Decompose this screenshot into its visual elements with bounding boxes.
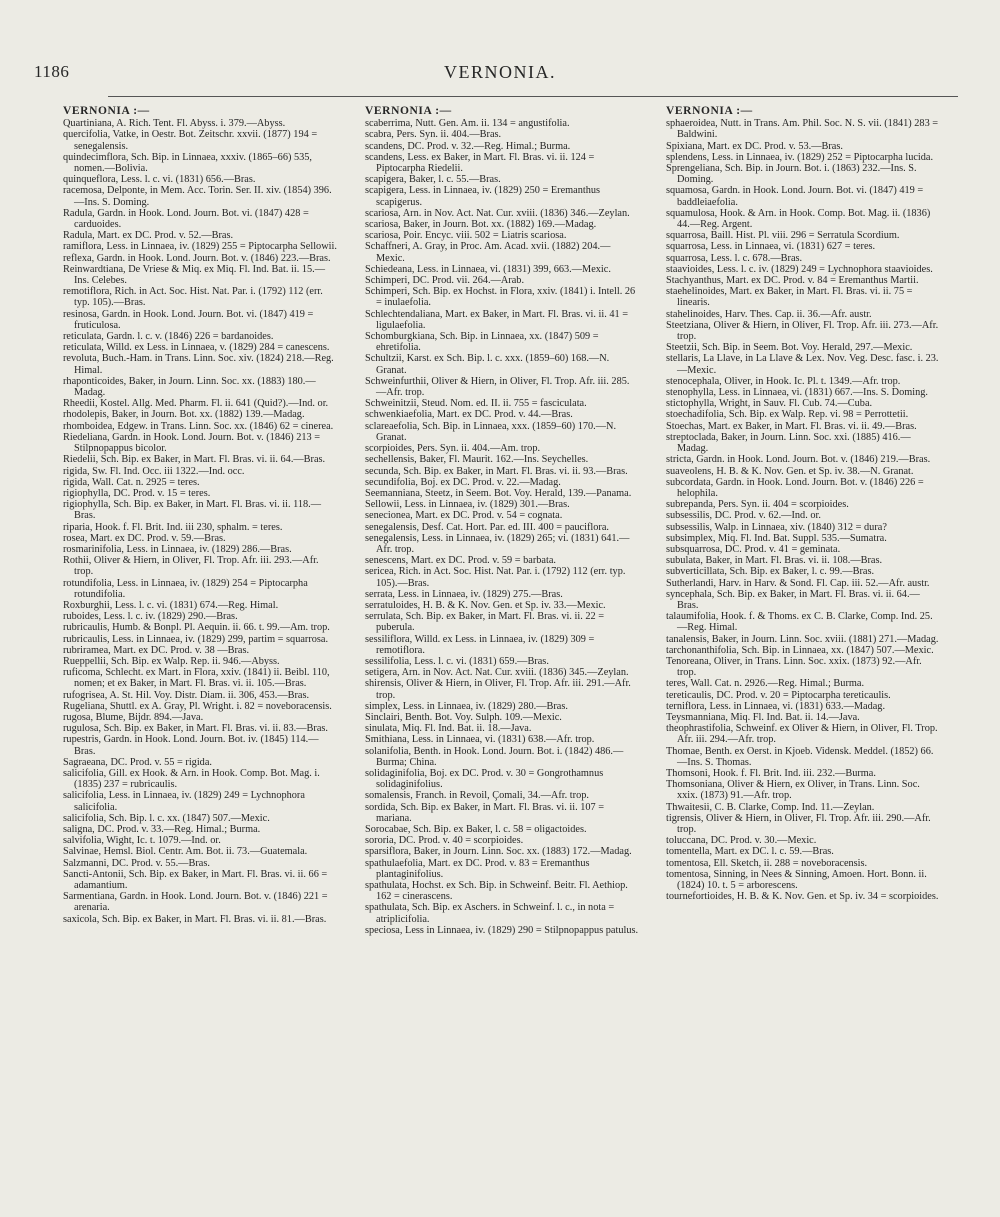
column-heading: VERNONIA :— bbox=[365, 105, 452, 117]
index-entry: remotiflora, Rich. in Act. Soc. Hist. Nat. Par. i. (1792) 112 (err. typ. 105).—Bras. bbox=[63, 286, 323, 309]
index-entry: Sarmentiana, Gardn. in Hook. Lond. Journ. Bot. v. (1846) 221 = arenaria. bbox=[63, 891, 328, 914]
index-entry: Tenoreana, Oliver, in Trans. Linn. Soc. xxix. (1873) 92.—Afr. trop. bbox=[666, 655, 922, 679]
page-header bbox=[34, 62, 966, 92]
index-entry: Salvinae, Hemsl. Biol. Centr. Am. Bot. ii. 73.—Guatemala. bbox=[63, 846, 308, 858]
index-entry: saligna, DC. Prod. v. 33.—Reg. Himal.; Burma. bbox=[63, 824, 261, 835]
index-entry: Sutherlandi, Harv. in Harv. & Sond. Fl. Cap. iii. 52.—Afr. austr. bbox=[666, 577, 930, 589]
index-entry: revoluta, Buch.-Ham. in Trans. Linn. Soc. xiv. (1824) 218.—Reg. Himal. bbox=[63, 353, 334, 376]
index-entry: Radula, Mart. ex DC. Prod. v. 52.—Bras. bbox=[63, 230, 234, 242]
index-entry: senecionea, Mart. ex DC. Prod. v. 54 = cognata. bbox=[365, 510, 563, 522]
index-entry: stellaris, La Llave, in La Llave & Lex. Nov. Veg. Desc. fasc. i. 23.—Mexic. bbox=[666, 353, 939, 376]
index-entry: rigiophylla, DC. Prod. v. 15 = teres. bbox=[63, 487, 211, 499]
index-entry: salicifolia, Gill. ex Hook. & Arn. in Hook. Comp. Bot. Mag. i. (1835) 237 = rubricaulis. bbox=[63, 767, 320, 791]
index-entry: subrepanda, Pers. Syn. ii. 404 = scorpioides. bbox=[666, 499, 849, 511]
index-entry: Quartiniana, A. Rich. Tent. Fl. Abyss. i. 379.—Abyss. bbox=[63, 118, 286, 130]
index-entry: stricta, Gardn. in Hook. Lond. Journ. Bot. v. (1846) 219.—Bras. bbox=[666, 454, 931, 466]
index-entry: Sinclairi, Benth. Bot. Voy. Sulph. 109.—Mexic. bbox=[365, 711, 562, 723]
column-3 bbox=[666, 104, 940, 1204]
index-entry: stictophylla, Wright, in Sauv. Fl. Cub. 74.—Cuba. bbox=[666, 398, 873, 410]
index-entry: reticulata, Gardn. l. c. v. (1846) 226 = bardanoides. bbox=[63, 331, 274, 343]
index-entry: resinosa, Gardn. in Hook. Lond. Journ. Bot. vi. (1847) 419 = fruticulosa. bbox=[63, 308, 314, 331]
index-entry: subsquarrosa, DC. Prod. v. 41 = geminata. bbox=[666, 543, 841, 555]
index-entry: Stachyanthus, Mart. ex DC. Prod. v. 84 = Eremanthus Martii. bbox=[666, 275, 919, 287]
index-entry: scariosa, Arn. in Nov. Act. Nat. Cur. xviii. (1836) 346.—Zeylan. bbox=[365, 207, 630, 219]
index-entry: salvifolia, Wight, Ic. t. 1079.—Ind. or. bbox=[63, 835, 221, 847]
index-entry: rugulosa, Sch. Bip. ex Baker, in Mart. Fl. Bras. vi. ii. 83.—Bras. bbox=[63, 723, 328, 735]
index-entry: squamosa, Gardn. in Hook. Lond. Journ. Bot. vi. (1847) 419 = baddleiaefolia. bbox=[666, 185, 924, 208]
index-entry: Schaffneri, A. Gray, in Proc. Am. Acad. xvii. (1882) 204.—Mexic. bbox=[365, 241, 611, 264]
index-entry: squamulosa, Hook. & Arn. in Hook. Comp. Bot. Mag. ii. (1836) 44.—Reg. Argent. bbox=[666, 207, 931, 231]
index-entry: Thomsoniana, Oliver & Hiern, ex Oliver, in Trans. Linn. Soc. xxix. (1873) 91.—Afr. trop. bbox=[666, 779, 920, 802]
index-entry: Schomburgkiana, Sch. Bip. in Linnaea, xx. (1847) 509 = ehretifolia. bbox=[365, 331, 599, 354]
index-entry: rigida, Sw. Fl. Ind. Occ. iii 1322.—Ind. occ. bbox=[63, 465, 245, 477]
index-entry: staavioides, Less. l. c. iv. (1829) 249 = Lychnophora staavioides. bbox=[666, 263, 933, 275]
index-entry: rhaponticoides, Baker, in Journ. Linn. Soc. xx. (1883) 180.—Madag. bbox=[63, 375, 316, 399]
index-entry: sphaeroidea, Nutt. in Trans. Am. Phil. Soc. N. S. vii. (1841) 283 = Baldwini. bbox=[666, 118, 939, 141]
index-entry: Steetzii, Sch. Bip. in Seem. Bot. Voy. Herald, 297.—Mexic. bbox=[666, 342, 913, 354]
index-entry: Stoechas, Mart. ex Baker, in Mart. Fl. Bras. vi. ii. 49.—Bras. bbox=[666, 420, 917, 432]
index-entry: sessilifolia, Less. l. c. vi. (1831) 659.—Bras. bbox=[365, 655, 549, 667]
index-entry: Sagraeana, DC. Prod. v. 55 = rigida. bbox=[63, 756, 212, 768]
index-entry: Riedelii, Sch. Bip. ex Baker, in Mart. Fl. Bras. vi. ii. 64.—Bras. bbox=[63, 454, 326, 466]
index-entry: tomentosa, Sinning, in Nees & Sinning, Amoen. Hort. Bonn. ii. (1824) 10. t. 5 = arborescens. bbox=[666, 868, 927, 892]
index-entry: tomentosa, Ell. Sketch, ii. 288 = noveboracensis. bbox=[666, 857, 868, 869]
index-entry: syncephala, Sch. Bip. ex Baker, in Mart. Fl. Bras. vi. ii. 64.—Bras. bbox=[666, 588, 920, 611]
index-entry: Sellowii, Less. in Linnaea, iv. (1829) 301.—Bras. bbox=[365, 499, 570, 511]
index-entry: scorpioides, Pers. Syn. ii. 404.—Am. trop. bbox=[365, 443, 541, 455]
column-heading: VERNONIA :— bbox=[666, 105, 753, 117]
index-entry: Smithiana, Less. in Linnaea, vi. (1831) 638.—Afr. trop. bbox=[365, 734, 595, 746]
index-entry: rugosa, Blume, Bijdr. 894.—Java. bbox=[63, 711, 204, 723]
index-entry: Schultzii, Karst. ex Sch. Bip. l. c. xxx. (1859–60) 168.—N. Granat. bbox=[365, 353, 610, 376]
index-entry: sericea, Rich. in Act. Soc. Hist. Nat. Par. i. (1792) 112 (err. typ. 105).—Bras. bbox=[365, 566, 626, 589]
index-entry: senegalensis, Less. in Linnaea, iv. (1829) 265; vi. (1831) 641.—Afr. trop. bbox=[365, 532, 630, 555]
index-entry: Rheedii, Kostel. Allg. Med. Pharm. Fl. ii. 641 (Quid?).—Ind. or. bbox=[63, 398, 329, 410]
index-entry: Radula, Gardn. in Hook. Lond. Journ. Bot. vi. (1847) 428 = carduoides. bbox=[63, 207, 309, 231]
index-entry: scapigera, Baker, l. c. 55.—Bras. bbox=[365, 174, 501, 186]
index-entry: reticulata, Willd. ex Less. in Linnaea, v. (1829) 284 = canescens. bbox=[63, 342, 330, 354]
index-entry: Schimperi, Sch. Bip. ex Hochst. in Flora, xxiv. (1841) i. Intell. 26 = inulaefolia. bbox=[365, 286, 636, 309]
index-entry: sechellensis, Baker, Fl. Maurit. 162.—Ins. Seychelles. bbox=[365, 454, 589, 466]
column-heading: VERNONIA :— bbox=[63, 105, 150, 117]
index-entry: splendens, Less. in Linnaea, iv. (1829) 252 = Piptocarpha lucida. bbox=[666, 151, 934, 163]
index-entry: teres, Wall. Cat. n. 2926.—Reg. Himal.; Burma. bbox=[666, 678, 865, 690]
index-entry: reflexa, Gardn. in Hook. Lond. Journ. Bot. v. (1846) 223.—Bras. bbox=[63, 252, 331, 264]
index-entry: scariosa, Baker, in Journ. Bot. xx. (1882) 169.—Madag. bbox=[365, 219, 597, 231]
index-entry: secunda, Sch. Bip. ex Baker, in Mart. Fl. Bras. vi. ii. 93.—Bras. bbox=[365, 465, 628, 477]
index-entry: Riedeliana, Gardn. in Hook. Lond. Journ. Bot. v. (1846) 213 = Stilpnopappus bicolor. bbox=[63, 431, 321, 455]
index-entry: suaveolens, H. B. & K. Nov. Gen. et Sp. iv. 38.—N. Granat. bbox=[666, 465, 914, 477]
header-rule bbox=[108, 96, 958, 97]
index-entry: shirensis, Oliver & Hiern, in Oliver, Fl. Trop. Afr. iii. 291.—Afr. trop. bbox=[365, 678, 631, 701]
index-entry: Steetziana, Oliver & Hiern, in Oliver, Fl. Trop. Afr. iii. 273.—Afr. trop. bbox=[666, 319, 939, 343]
index-entry: scapigera, Less. in Linnaea, iv. (1829) 250 = Eremanthus scapigerus. bbox=[365, 185, 601, 208]
index-entry: stenophylla, Less. in Linnaea, vi. (1831) 667.—Ins. S. Doming. bbox=[666, 387, 928, 399]
index-entry: Schimperi, DC. Prod. vii. 264.—Arab. bbox=[365, 275, 525, 287]
index-entry: somalensis, Franch. in Revoil, Çomali, 34.—Afr. trop. bbox=[365, 790, 589, 802]
index-entry: secundifolia, Boj. ex DC. Prod. v. 22.—Madag. bbox=[365, 476, 561, 488]
index-entry: serrata, Less. in Linnaea, iv. (1829) 275.—Bras. bbox=[365, 588, 563, 600]
index-entry: tomentella, Mart. ex DC. l. c. 59.—Bras. bbox=[666, 846, 834, 858]
index-entry: Sorocabae, Sch. Bip. ex Baker, l. c. 58 = oligactoides. bbox=[365, 824, 587, 835]
index-entry: saxicola, Sch. Bip. ex Baker, in Mart. Fl. Bras. vi. ii. 81.—Bras. bbox=[63, 913, 327, 925]
index-entry: rhodolepis, Baker, in Journ. Bot. xx. (1882) 139.—Madag. bbox=[63, 409, 305, 421]
index-entry: sinulata, Miq. Fl. Ind. Bat. ii. 18.—Java. bbox=[365, 723, 532, 735]
index-entry: quercifolia, Vatke, in Oestr. Bot. Zeitschr. xxvii. (1877) 194 = senegalensis. bbox=[63, 129, 318, 152]
index-entry: spathulata, Sch. Bip. ex Aschers. in Schweinf. l. c., in nota = atriplicifolia. bbox=[365, 902, 615, 925]
index-entry: talaumifolia, Hook. f. & Thoms. ex C. B. Clarke, Comp. Ind. 25.—Reg. Himal. bbox=[666, 611, 933, 634]
index-entry: subcordata, Gardn. in Hook. Lond. Journ. Bot. v. (1846) 226 = helophila. bbox=[666, 476, 924, 499]
index-entry: subsessilis, Walp. in Linnaea, xiv. (1840) 312 = dura? bbox=[666, 521, 887, 533]
index-entry: terniflora, Less. in Linnaea, vi. (1831) 633.—Madag. bbox=[666, 700, 886, 712]
column-2 bbox=[365, 104, 639, 1204]
index-entry: Schweinitzii, Steud. Nom. ed. II. ii. 755 = fasciculata. bbox=[365, 398, 587, 410]
index-entry: Schiedeana, Less. in Linnaea, vi. (1831) 399, 663.—Mexic. bbox=[365, 263, 611, 275]
index-entry: subulata, Baker, in Mart. Fl. Bras. vi. ii. 108.—Bras. bbox=[666, 555, 883, 567]
index-entry: Thomsoni, Hook. f. Fl. Brit. Ind. iii. 232.—Burma. bbox=[666, 767, 876, 779]
running-title: VERNONIA. bbox=[444, 62, 556, 82]
index-entry: ramiflora, Less. in Linnaea, iv. (1829) 255 = Piptocarpha Sellowii. bbox=[63, 241, 337, 253]
index-entry: stenocephala, Oliver, in Hook. Ic. Pl. t. 1349.—Afr. trop. bbox=[666, 375, 901, 387]
index-entry: squarrosa, Less. l. c. 678.—Bras. bbox=[666, 252, 803, 264]
index-entry: subsessilis, DC. Prod. v. 62.—Ind. or. bbox=[666, 510, 821, 522]
index-entry: setigera, Arn. in Nov. Act. Nat. Cur. xviii. (1836) 345.—Zeylan. bbox=[365, 667, 629, 679]
index-entry: tournefortioides, H. B. & K. Nov. Gen. et Sp. iv. 34 = scorpioides. bbox=[666, 891, 939, 903]
index-entry: ruficoma, Schlecht. ex Mart. in Flora, xxiv. (1841) ii. Beibl. 110, nomen; et ex Baker, in Mart. Fl. Bras. vi. ii. 105.—Bras. bbox=[63, 667, 330, 690]
index-entry: sororia, DC. Prod. v. 40 = scorpioides. bbox=[365, 835, 524, 847]
index-entry: spathulaefolia, Mart. ex DC. Prod. v. 83 = Eremanthus plantaginifolius. bbox=[365, 857, 590, 880]
index-entry: simplex, Less. in Linnaea, iv. (1829) 280.—Bras. bbox=[365, 700, 568, 712]
index-entry: rosmarinifolia, Less. in Linnaea, iv. (1829) 286.—Bras. bbox=[63, 543, 292, 555]
index-entry: staehelinoides, Mart. ex Baker, in Mart. Fl. Bras. vi. ii. 75 = linearis. bbox=[666, 286, 913, 309]
index-entry: Reinwardtiana, De Vriese & Miq. ex Miq. Fl. Ind. Bat. ii. 15.—Ins. Celebes. bbox=[63, 263, 326, 287]
index-entry: sordida, Sch. Bip. ex Baker, in Mart. Fl. Bras. vi. ii. 107 = mariana. bbox=[365, 801, 605, 824]
index-entry: Rothii, Oliver & Hiern, in Oliver, Fl. Trop. Afr. iii. 293.—Afr. trop. bbox=[63, 555, 319, 578]
index-entry: serrulata, Sch. Bip. ex Baker, in Mart. Fl. Bras. vi. ii. 22 = puberula. bbox=[365, 611, 605, 634]
index-entry: solidaginifolia, Boj. ex DC. Prod. v. 30 = Gongrothamnus solidaginifolius. bbox=[365, 767, 604, 791]
index-entry: Schweinfurthii, Oliver & Hiern, in Oliver, Fl. Trop. Afr. iii. 285.—Afr. trop. bbox=[365, 375, 630, 399]
index-entry: Teysmanniana, Miq. Fl. Ind. Bat. ii. 14.—Java. bbox=[666, 711, 860, 723]
index-entry: Seemanniana, Steetz, in Seem. Bot. Voy. Herald, 139.—Panama. bbox=[365, 487, 632, 499]
index-entry: scandens, Less. ex Baker, in Mart. Fl. Bras. vi. ii. 124 = Piptocarpha Riedelii. bbox=[365, 151, 595, 175]
index-entry: stoechadifolia, Sch. Bip. ex Walp. Rep. vi. 98 = Perrottetii. bbox=[666, 409, 909, 421]
index-entry: squarrosa, Baill. Hist. Pl. viii. 296 = Serratula Scordium. bbox=[666, 230, 900, 242]
index-entry: rigida, Wall. Cat. n. 2925 = teres. bbox=[63, 476, 200, 488]
index-entry: salicifolia, Sch. Bip. l. c. xx. (1847) 507.—Mexic. bbox=[63, 812, 270, 824]
column-1 bbox=[63, 104, 337, 1204]
index-entry: tereticaulis, DC. Prod. v. 20 = Piptocarpha tereticaulis. bbox=[666, 689, 891, 701]
index-entry: senegalensis, Desf. Cat. Hort. Par. ed. III. 400 = pauciflora. bbox=[365, 521, 609, 533]
index-entry: solanifolia, Benth. in Hook. Lond. Journ. Bot. i. (1842) 486.—Burma; China. bbox=[365, 745, 624, 768]
index-entry: speciosa, Less in Linnaea, iv. (1829) 290 = Stilpnopappus patulus. bbox=[365, 924, 639, 936]
index-entry: tarchonanthifolia, Sch. Bip. in Linnaea, xx. (1847) 507.—Mexic. bbox=[666, 644, 934, 656]
index-entry: rubricaulis, Humb. & Bonpl. Pl. Aequin. ii. 66. t. 99.—Am. trop. bbox=[63, 622, 330, 634]
index-entry: schwenkiaefolia, Mart. ex DC. Prod. v. 44.—Bras. bbox=[365, 409, 573, 421]
index-entry: rhomboidea, Edgew. in Trans. Linn. Soc. xx. (1846) 62 = cinerea. bbox=[63, 420, 334, 432]
index-entry: quindecimflora, Sch. Bip. in Linnaea, xxxiv. (1865–66) 535, nomen.—Bolivia. bbox=[63, 151, 312, 175]
index-entry: rigiophylla, Sch. Bip. ex Baker, in Mart. Fl. Bras. vi. ii. 118.—Bras. bbox=[63, 499, 322, 522]
index-entry: senescens, Mart. ex DC. Prod. v. 59 = barbata. bbox=[365, 555, 557, 567]
index-entry: racemosa, Delponte, in Mem. Acc. Torin. Ser. II. xiv. (1854) 396.—Ins. S. Doming. bbox=[63, 185, 332, 208]
index-entry: theophrastifolia, Schweinf. ex Oliver & Hiern, in Oliver, Fl. Trop. Afr. iii. 294.—Afr. trop. bbox=[666, 723, 938, 746]
index-entry: Sprengeliana, Sch. Bip. in Journ. Bot. i. (1863) 232.—Ins. S. Doming. bbox=[666, 163, 917, 186]
index-entry: Sancti-Antonii, Sch. Bip. ex Baker, in Mart. Fl. Bras. vi. ii. 66 = adamantium. bbox=[63, 868, 328, 892]
index-entry: Roxburghii, Less. l. c. vi. (1831) 674.—Reg. Himal. bbox=[63, 599, 279, 611]
index-entry: Rueppellii, Sch. Bip. ex Walp. Rep. ii. 946.—Abyss. bbox=[63, 655, 280, 667]
index-entry: quinqueflora, Less. l. c. vi. (1831) 656.—Bras. bbox=[63, 174, 256, 186]
index-entry: serratuloides, H. B. & K. Nov. Gen. et Sp. iv. 33.—Mexic. bbox=[365, 599, 606, 611]
index-entry: riparia, Hook. f. Fl. Brit. Ind. iii 230, sphalm. = teres. bbox=[63, 521, 283, 533]
index-entry: spathulata, Hochst. ex Sch. Bip. in Schweinf. Beitr. Fl. Aethiop. 162 = cinerascens. bbox=[365, 880, 628, 903]
index-entry: subverticillata, Sch. Bip. ex Baker, l. c. 99.—Bras. bbox=[666, 566, 875, 578]
index-entry: scandens, DC. Prod. v. 32.—Reg. Himal.; Burma. bbox=[365, 140, 571, 152]
index-entry: Thwaitesii, C. B. Clarke, Comp. Ind. 11.—Zeylan. bbox=[666, 801, 875, 813]
page-number: 1186 bbox=[34, 62, 70, 81]
index-entry: rotundifolia, Less. in Linnaea, iv. (1829) 254 = Piptocarpha rotundifolia. bbox=[63, 577, 308, 600]
index-entry: sclareaefolia, Sch. Bip. in Linnaea, xxx. (1859–60) 170.—N. Granat. bbox=[365, 420, 617, 443]
index-entry: scariosa, Poir. Encyc. viii. 502 = Liatris scariosa. bbox=[365, 230, 567, 242]
index-entry: tigrensis, Oliver & Hiern, in Oliver, Fl. Trop. Afr. iii. 290.—Afr. trop. bbox=[666, 812, 931, 835]
index-entry: rupestris, Gardn. in Hook. Lond. Journ. Bot. iv. (1845) 114.—Bras. bbox=[63, 734, 319, 757]
index-entry: sessiliflora, Willd. ex Less. in Linnaea, iv. (1829) 309 = remotiflora. bbox=[365, 633, 595, 656]
index-entry: squarrosa, Less. in Linnaea, vi. (1831) 627 = teres. bbox=[666, 241, 876, 253]
index-entry: scaberrima, Nutt. Gen. Am. ii. 134 = angustifolia. bbox=[365, 118, 570, 130]
index-entry: tanalensis, Baker, in Journ. Linn. Soc. xviii. (1881) 271.—Madag. bbox=[666, 633, 939, 645]
index-entry: rufogrisea, A. St. Hil. Voy. Distr. Diam. ii. 306, 453.—Bras. bbox=[63, 689, 310, 701]
index-entry: rubriramea, Mart. ex DC. Prod. v. 38 —Bras. bbox=[63, 644, 250, 656]
index-entry: toluccana, DC. Prod. v. 30.—Mexic. bbox=[666, 835, 817, 847]
index-entry: Schlechtendaliana, Mart. ex Baker, in Mart. Fl. Bras. vi. ii. 41 = ligulaefolia. bbox=[365, 308, 629, 331]
index-entry: Thomae, Benth. ex Oerst. in Kjoeb. Vidensk. Meddel. (1852) 66.—Ins. S. Thomas. bbox=[666, 745, 934, 768]
index-entry: sparsiflora, Baker, in Journ. Linn. Soc. xx. (1883) 172.—Madag. bbox=[365, 846, 632, 858]
index-entry: Rugeliana, Shuttl. ex A. Gray, Pl. Wright. i. 82 = noveboracensis. bbox=[63, 700, 332, 712]
index-entry: scabra, Pers. Syn. ii. 404.—Bras. bbox=[365, 129, 502, 141]
index-entry: ruboides, Less. l. c. iv. (1829) 290.—Bras. bbox=[63, 611, 238, 623]
index-entry: Salzmanni, DC. Prod. v. 55.—Bras. bbox=[63, 857, 210, 869]
index-entry: salicifolia, Less. in Linnaea, iv. (1829) 249 = Lychnophora salicifolia. bbox=[63, 790, 305, 813]
index-entry: stahelinoides, Harv. Thes. Cap. ii. 36.—Afr. austr. bbox=[666, 308, 872, 320]
index-entry: rubricaulis, Less. in Linnaea, iv. (1829) 299, partim = squarrosa. bbox=[63, 633, 329, 645]
index-entry: Spixiana, Mart. ex DC. Prod. v. 53.—Bras. bbox=[666, 140, 843, 152]
index-entry: subsimplex, Miq. Fl. Ind. Bat. Suppl. 535.—Sumatra. bbox=[666, 532, 887, 544]
index-entry: streptoclada, Baker, in Journ. Linn. Soc. xxi. (1885) 416.—Madag. bbox=[666, 431, 911, 455]
index-entry: rosea, Mart. ex DC. Prod. v. 59.—Bras. bbox=[63, 532, 226, 544]
